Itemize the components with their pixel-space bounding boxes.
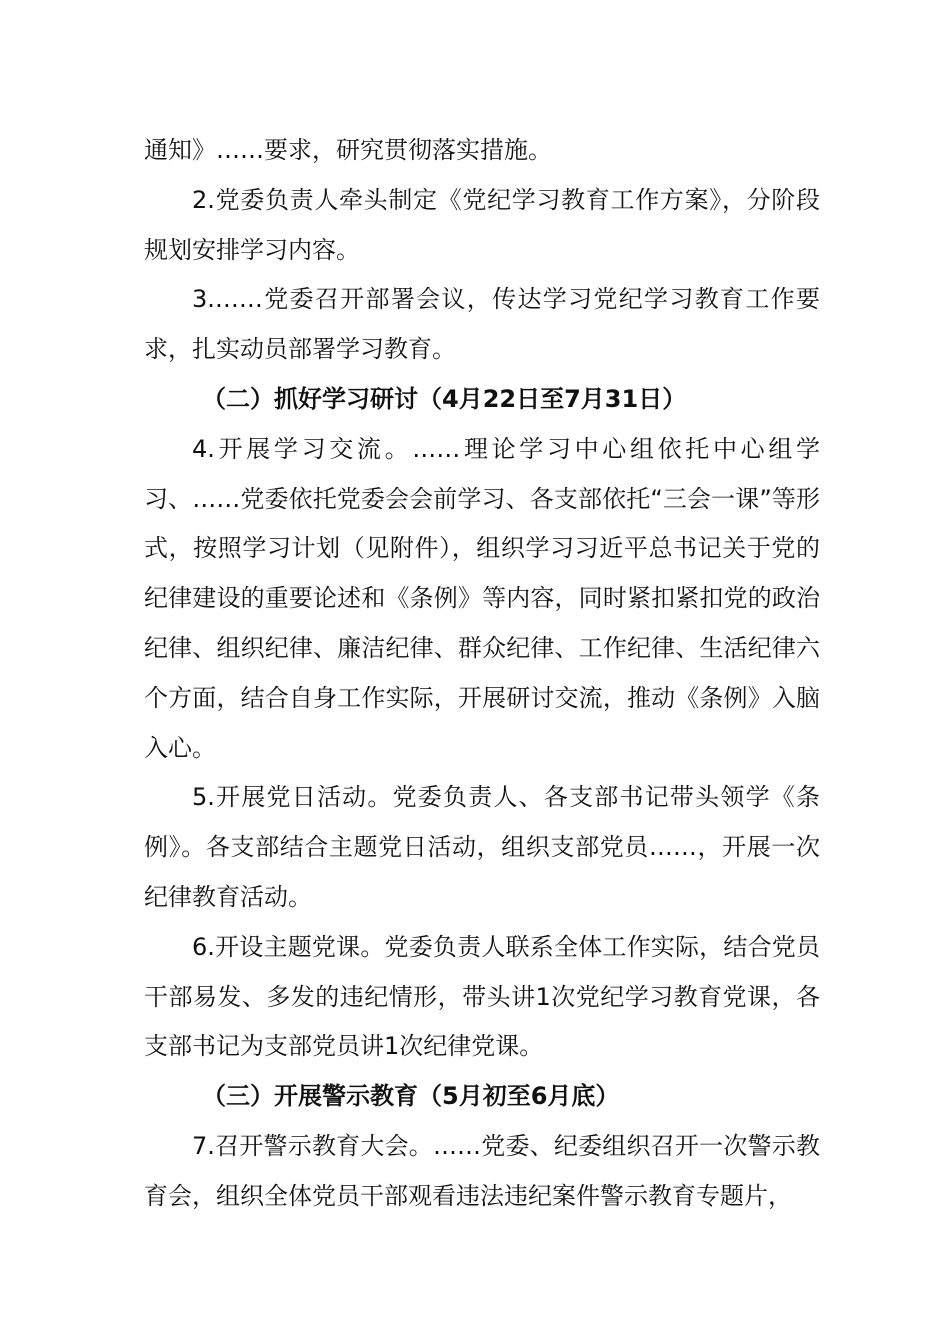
paragraph-item-5: 5.开展党日活动。党委负责人、各支部书记带头领学《条例》。各支部结合主题党日活动，组织支部党员……，开展一次纪律教育活动。 bbox=[144, 783, 820, 911]
paragraph-item-2: 2.党委负责人牵头制定《党纪学习教育工作方案》，分阶段规划安排学习内容。 bbox=[144, 185, 820, 264]
paragraph-item-3: 3.……党委召开部署会议，传达学习党纪学习教育工作要求，扎实动员部署学习教育。 bbox=[144, 285, 820, 364]
section-heading-2: （二）抓好学习研讨（4月22日至7月31日） bbox=[202, 384, 687, 413]
paragraph-item-4: 4.开展学习交流。……理论学习中心组依托中心组学习、……党委依托党委会会前学习、各支部依托“三会一课”等形式，按照学习计划（见附件），组织学习习近平总书记关于党的纪律建设的重要论述和《条例》等内容，同时紧扣紧扣党的政治纪律、组织纪律、廉洁纪律、群众纪律、工作纪律、生活纪律六个方面，结合自身工作实际，开展研讨交流，推动《条例》入脑入心。 bbox=[144, 434, 820, 762]
paragraph-item-7: 7.召开警示教育大会。……党委、纪委组织召开一次警示教育会，组织全体党员干部观看违法违纪案件警示教育专题片， bbox=[144, 1131, 820, 1210]
section-heading-3: （三）开展警示教育（5月初至6月底） bbox=[202, 1082, 620, 1111]
paragraph-item-6: 6.开设主题党课。党委负责人联系全体工作实际，结合党员干部易发、多发的违纪情形，带头讲1次党纪学习教育党课，各支部书记为支部党员讲1次纪律党课。 bbox=[144, 932, 820, 1061]
paragraph-continuation: 通知》……要求，研究贯彻落实措施。 bbox=[144, 136, 552, 164]
document-body bbox=[144, 126, 820, 1222]
